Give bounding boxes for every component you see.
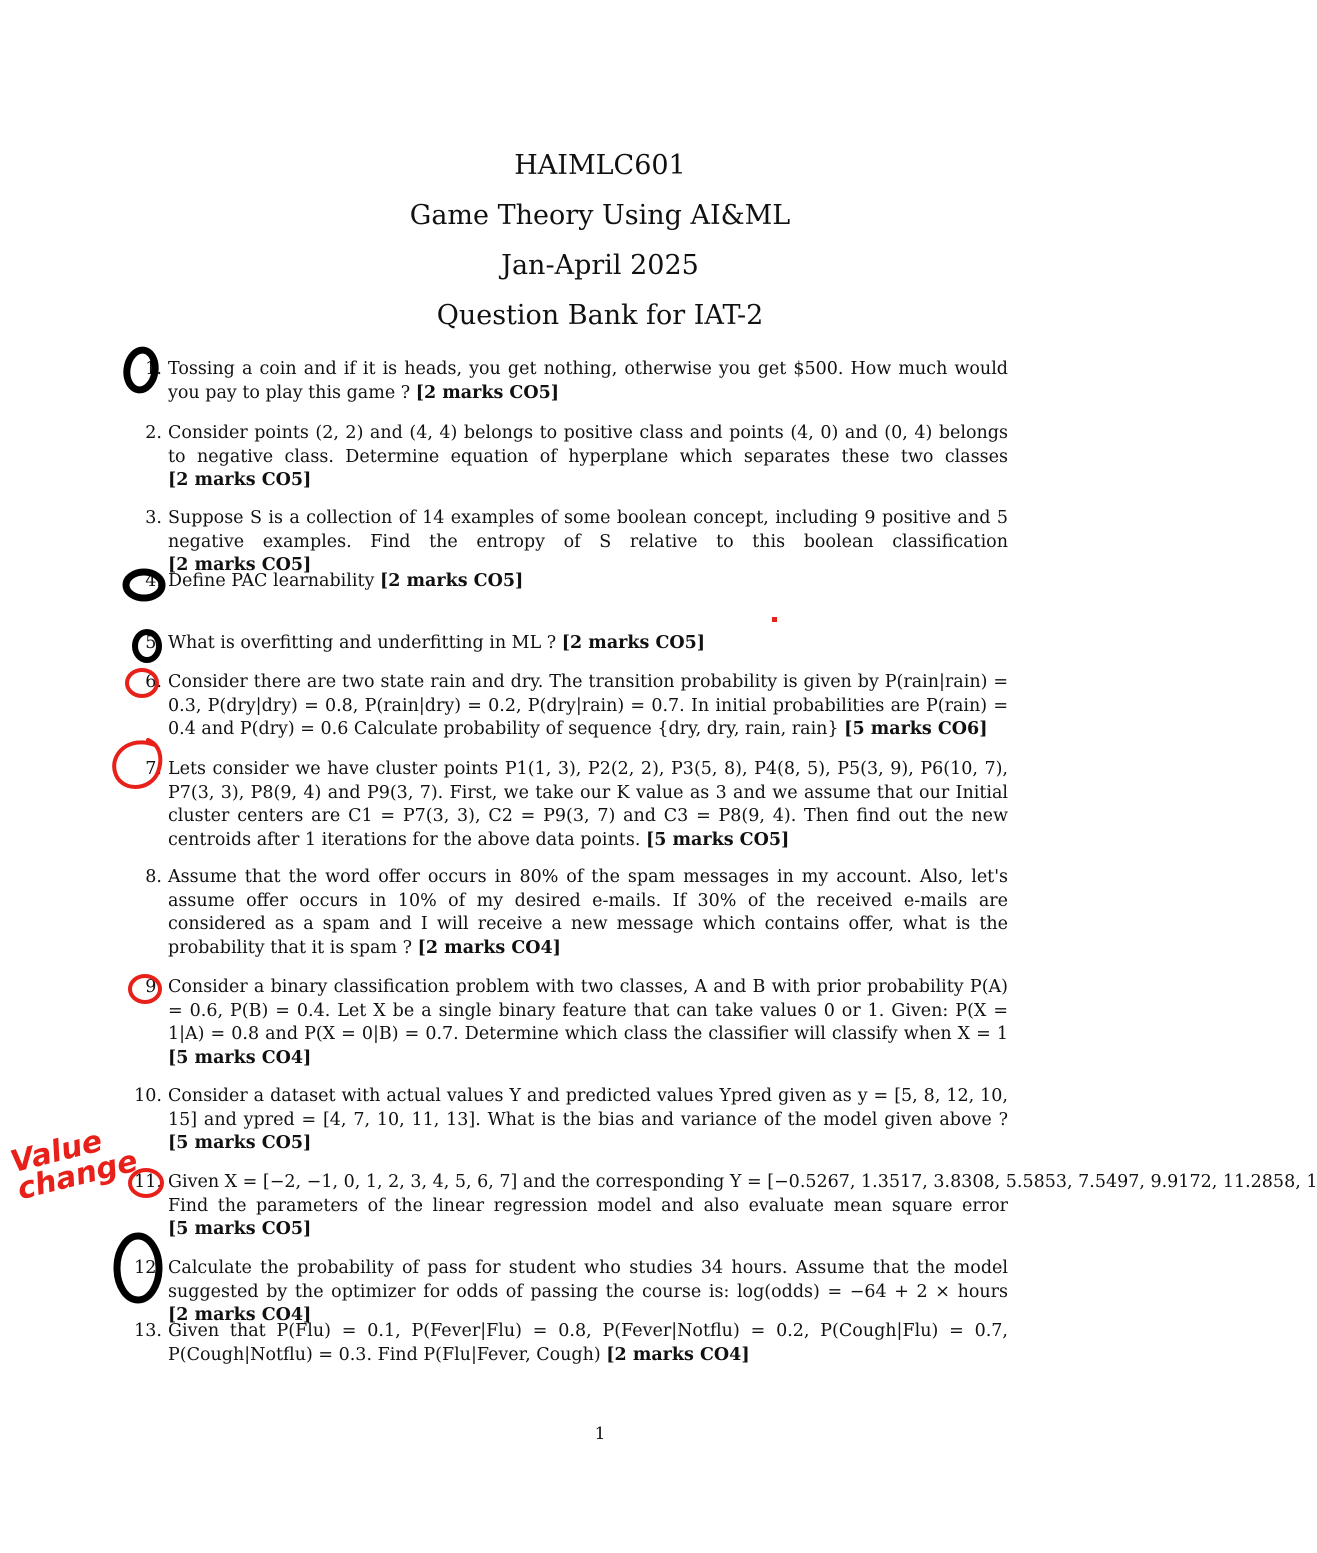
question-marks: [5 marks CO4]: [168, 1047, 312, 1068]
question-2: [145, 422, 1008, 493]
question-text: Calculate the probability of pass for student who studies 34 hours. Assume that the model suggested by the optimizer for odds of passing the course is: log(odds) = −64 + 2 × hours: [168, 1258, 1008, 1302]
question-marks: [2 marks CO5]: [415, 382, 560, 403]
question-13: [134, 1320, 1008, 1367]
question-4: [145, 570, 1008, 594]
question-9: [145, 976, 1008, 1070]
subject-title: Game Theory Using AI&ML: [409, 200, 791, 231]
question-text: Consider there are two state rain and dry. The transition probability is given by P(rain|rain) = 0.3, P(dry|dry) = 0.8, P(rain|dry) = 0.2, P(dry|rain) = 0.7. In initial probabilities are P(rain) = 0.4 and P(dry) = 0.6 Calculate probability of sequence {dry, dry, rain, rain}: [168, 672, 1008, 739]
question-number: 11.: [134, 1172, 162, 1192]
question-number: 13.: [134, 1321, 162, 1341]
question-number: 8.: [145, 867, 162, 887]
question-8: [145, 866, 1008, 960]
question-text: Consider points (2, 2) and (4, 4) belongs to positive class and points (4, 0) and (0, 4) belongs to negative class. Determine equation of hyperplane which separates these two classes: [168, 423, 1008, 467]
handwritten-note: Value change: [7, 1123, 142, 1208]
question-marks: [5 marks CO6]: [844, 719, 988, 739]
question-marks: [2 marks CO4]: [606, 1344, 750, 1365]
question-marks: [5 marks CO5]: [645, 829, 790, 850]
question-7: [145, 758, 1008, 852]
question-text: Lets consider we have cluster points P1(1, 3), P2(2, 2), P3(5, 8), P4(8, 5), P5(3, 9), P6(10, 7), P7(3, 3), P8(9, 4) and P9(3, 7). First, we take our K value as 3 and we assume that our Initial cluster centers are C1 = P7(3, 3), C2 = P9(3, 7) and C3 = P8(9, 4). Then find out the new centroids after 1 iterations for the above data points.: [168, 759, 1008, 850]
question-marks: [2 marks CO5]: [561, 633, 706, 653]
question-marks: [2 marks CO5]: [168, 470, 312, 490]
question-number: 9.: [145, 977, 162, 997]
question-12: [134, 1257, 1008, 1328]
question-text: Define PAC learnability: [168, 571, 375, 591]
question-number: 2.: [145, 423, 162, 443]
course-code: HAIMLC601: [514, 150, 686, 181]
term: Jan-April 2025: [501, 250, 699, 281]
question-text: Tossing a coin and if it is heads, you get nothing, otherwise you get $500. How much would you pay to play this game ?: [168, 359, 1008, 403]
question-marks: [2 marks CO4]: [417, 937, 561, 958]
question-marks: [2 marks CO5]: [168, 555, 312, 575]
question-text: Consider a binary classification problem with two classes, A and B with prior probability P(A) = 0.6, P(B) = 0.4. Let X be a single binary feature that can take values 0 or 1. Given: P(X = 1|A) = 0.8 and P(X = 0|B) = 0.7. Determine which class the classifier will classify when X = 1: [168, 977, 1008, 1044]
question-11: [134, 1171, 1317, 1242]
question-6: [145, 671, 1008, 742]
red-dot: [772, 617, 777, 622]
question-text: Consider a dataset with actual values Y and predicted values Ypred given as y = [5, 8, 12, 10, 15] and ypred = [4, 7, 10, 11, 13]. What is the bias and variance of the model given above ?: [168, 1086, 1008, 1130]
question-overflow-line: Given X = [−2, −1, 0, 1, 2, 3, 4, 5, 6, 7] and the corresponding Y = [−0.5267, 1.3517, 3.8308, 5.5853, 7.5497, 9.9172, 11.2858, 1: [168, 1172, 1317, 1192]
question-number: 1.: [145, 359, 162, 379]
question-number: 5.: [145, 633, 162, 653]
question-number: 7.: [145, 759, 162, 779]
question-marks: [2 marks CO5]: [379, 571, 524, 591]
question-text: Suppose S is a collection of 14 examples of some boolean concept, including 9 positive and 5 negative examples. Find the entropy of S relative to this boolean classification: [168, 508, 1008, 552]
question-text: Given that P(Flu) = 0.1, P(Fever|Flu) = 0.8, P(Fever|Notflu) = 0.2, P(Cough|Flu) = 0.7, P(Cough|Notflu) = 0.3. Find P(Flu|Fever, Cough): [168, 1321, 1008, 1365]
question-10: [134, 1085, 1008, 1156]
question-text: Assume that the word offer occurs in 80% of the spam messages in my account. Also, let's assume offer occurs in 10% of my desired e-mails. If 30% of the received e-mails are considered as a spam and I will receive a new message which contains offer, what is the probability that it is spam ?: [168, 867, 1008, 958]
question-number: 10.: [134, 1086, 162, 1106]
question-number: 4.: [145, 571, 162, 591]
question-marks: [5 marks CO5]: [168, 1133, 312, 1153]
page-number: 1: [594, 1424, 606, 1444]
question-marks: [2 marks CO4]: [168, 1305, 312, 1325]
question-text: Find the parameters of the linear regression model and also evaluate mean square error: [168, 1195, 1008, 1216]
question-text: What is overfitting and underfitting in ML ?: [168, 633, 557, 653]
question-1: [145, 358, 1008, 405]
question-marks: [5 marks CO5]: [168, 1219, 312, 1239]
document-title: Question Bank for IAT-2: [436, 300, 764, 331]
question-number: 6.: [145, 672, 162, 692]
question-3: [145, 507, 1008, 578]
question-number: 3.: [145, 508, 162, 528]
question-number: 12.: [134, 1258, 162, 1278]
question-5: [145, 632, 1008, 656]
